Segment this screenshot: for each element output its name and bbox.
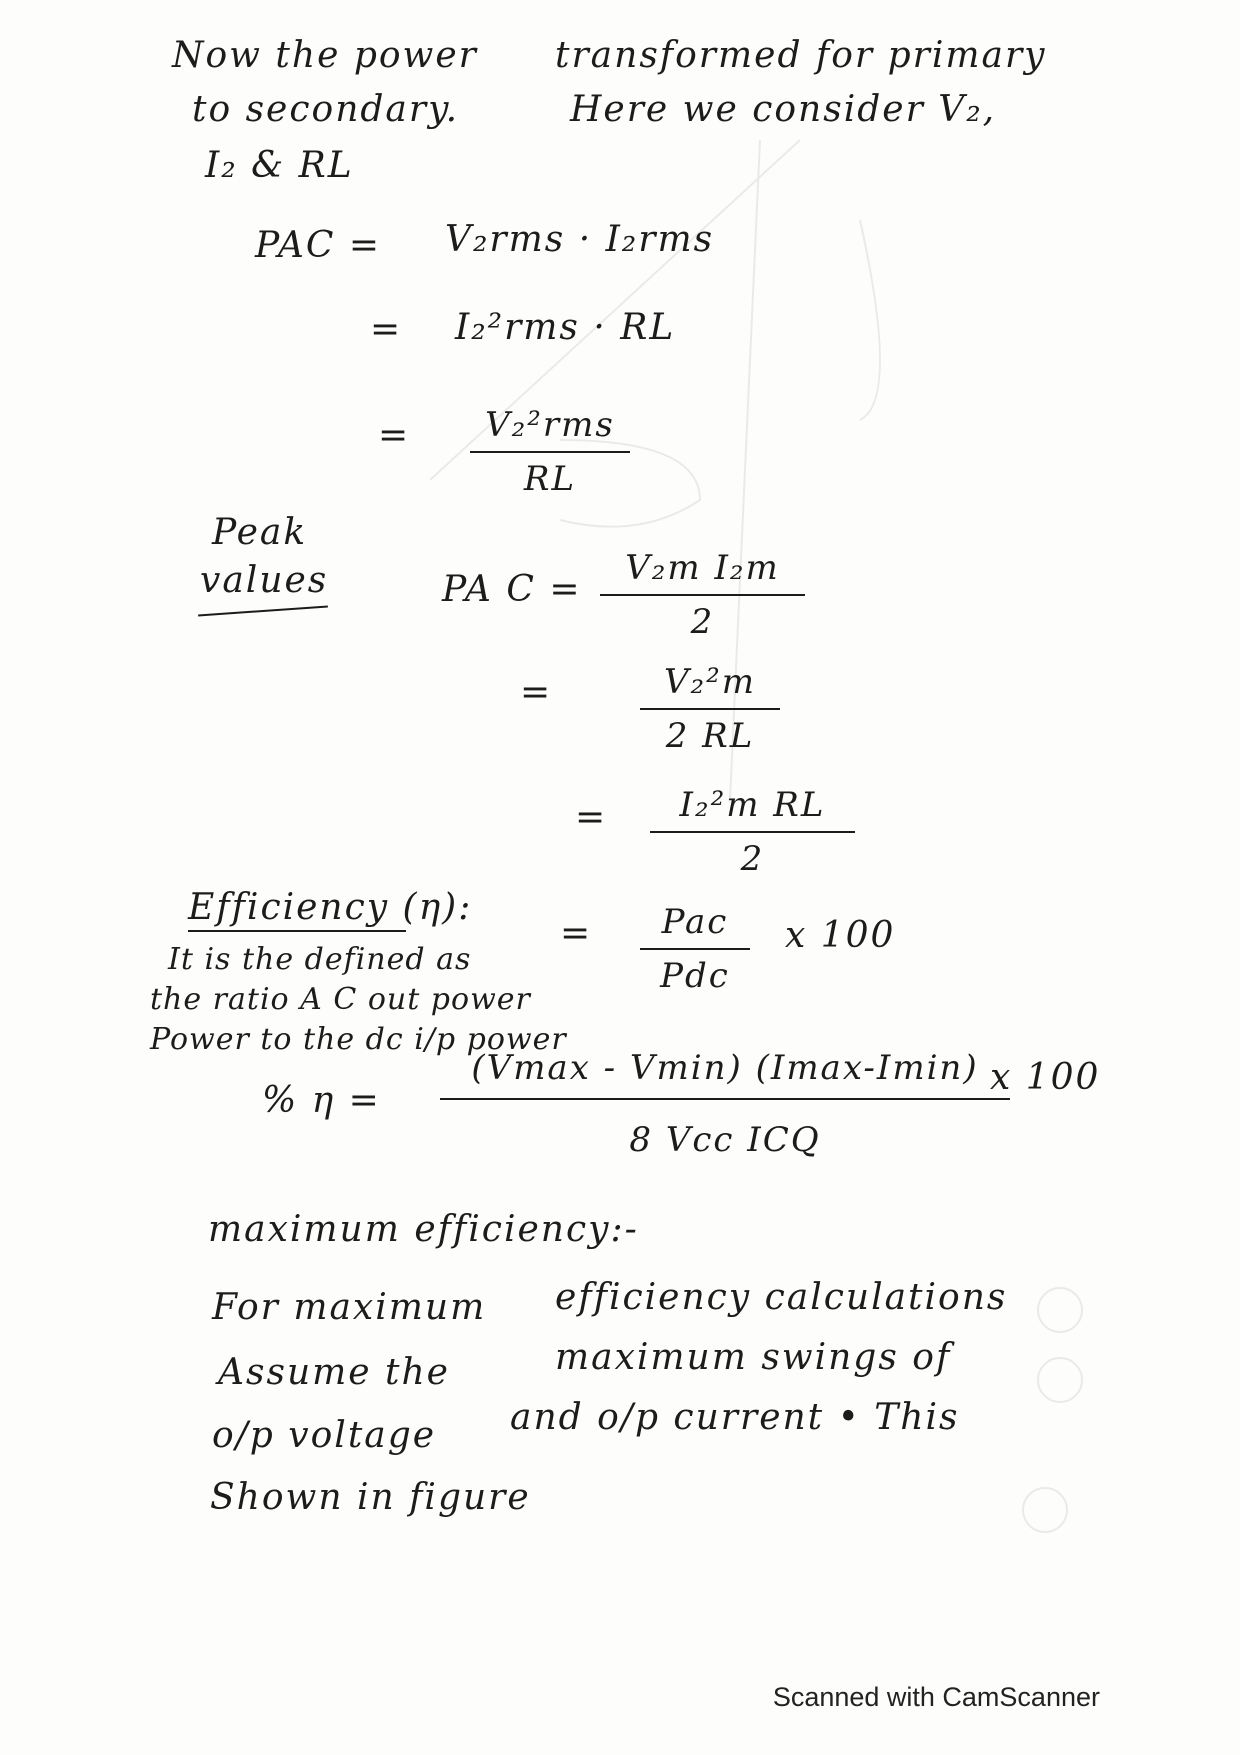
peak-eq1-denominator: 2 [690, 602, 715, 642]
max-efficiency-line3-b: and o/p current • This [510, 1397, 960, 1438]
scanner-watermark: Scanned with CamScanner [772, 1682, 1100, 1712]
percent-efficiency-lhs: % η = [262, 1080, 381, 1121]
intro-line2-a: to secondary. [192, 89, 460, 130]
max-efficiency-heading: maximum efficiency:- [208, 1209, 639, 1250]
efficiency-times-100: x 100 [785, 915, 896, 956]
pac-rms-eq3-denominator: RL [523, 459, 577, 499]
peak-eq-sign-2: = [520, 672, 553, 713]
efficiency-eq-sign: = [560, 913, 593, 954]
pac-rms-eq2: I₂²rms · RL [455, 307, 676, 348]
max-efficiency-line3-a: o/p voltage [212, 1415, 437, 1456]
pac-rms-eq-sign-2: = [370, 309, 403, 350]
efficiency-numerator: Pac [661, 902, 729, 942]
fraction-bar [640, 948, 750, 950]
peak-eq3-denominator: 2 [740, 839, 765, 879]
efficiency-denominator: Pdc [660, 956, 730, 996]
peak-label-2: values [200, 560, 329, 601]
peak-eq2-fraction [640, 662, 780, 756]
pac-rms-eq3-fraction [470, 405, 630, 499]
percent-efficiency-numerator: (Vmax - Vmin) (Imax-Imin) [471, 1048, 979, 1088]
intro-line2-b: Here we consider V₂, [570, 89, 997, 130]
efficiency-definition-1: It is the defined as [168, 942, 472, 977]
percent-efficiency-denominator: 8 Vcc ICQ [629, 1120, 821, 1160]
fraction-bar [470, 451, 630, 453]
fraction-bar [650, 831, 855, 833]
max-efficiency-line2-a: Assume the [218, 1352, 450, 1393]
pac-rms-lhs: PAC = [255, 225, 382, 266]
max-efficiency-line4: Shown in figure [210, 1477, 531, 1518]
intro-line3: I₂ & RL [205, 145, 354, 186]
pac-rms-eq3-numerator: V₂²rms [485, 405, 615, 445]
pac-rms-eq-sign-3: = [378, 415, 411, 456]
peak-eq1-numerator: V₂m I₂m [625, 548, 780, 588]
efficiency-fraction [640, 902, 750, 996]
max-efficiency-line1-b: efficiency calculations [555, 1277, 1008, 1318]
peak-eq2-numerator: V₂²m [663, 662, 757, 702]
intro-line1-b: transformed for primary [555, 35, 1047, 76]
efficiency-definition-2: the ratio A C out power [150, 982, 531, 1017]
peak-eq-sign-3: = [575, 797, 608, 838]
peak-eq3-fraction [650, 785, 855, 879]
percent-efficiency-times-100: x 100 [990, 1057, 1101, 1098]
efficiency-definition-3: Power to the dc i/p power [150, 1022, 567, 1057]
efficiency-heading-underline [188, 930, 406, 932]
intro-line1-a: Now the power [172, 35, 478, 76]
peak-label-1: Peak [212, 512, 308, 553]
peak-eq1-fraction [600, 548, 805, 642]
max-efficiency-line2-b: maximum swings of [555, 1337, 952, 1378]
peak-lhs: PA C = [442, 569, 582, 610]
max-efficiency-line1-a: For maximum [212, 1287, 487, 1328]
peak-eq2-denominator: 2 RL [665, 716, 755, 756]
fraction-bar [640, 708, 780, 710]
efficiency-heading: Efficiency (η): [188, 887, 473, 928]
percent-efficiency-fraction [440, 1048, 1010, 1160]
fraction-bar [440, 1098, 1010, 1100]
fraction-bar [600, 594, 805, 596]
pac-rms-eq1: V₂rms · I₂rms [445, 219, 715, 260]
peak-eq3-numerator: I₂²m RL [679, 785, 826, 825]
